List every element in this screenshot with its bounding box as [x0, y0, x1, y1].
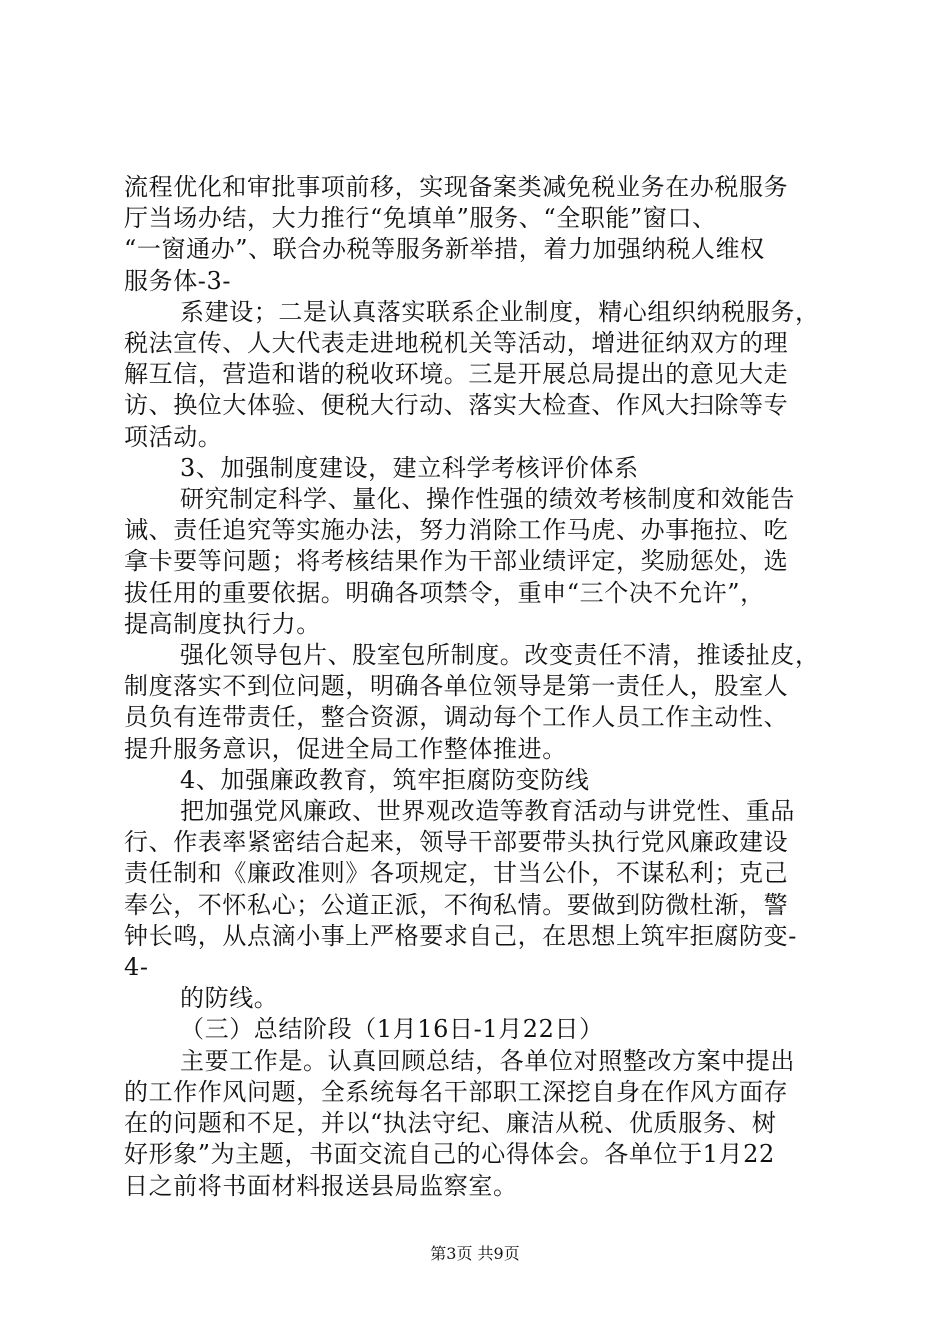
- text-line: 研究制定科学、量化、操作性强的绩效考核制度和效能告: [180, 485, 795, 514]
- text-line: 流程优化和审批事项前移，实现备案类减免税业务在办税服务: [124, 173, 789, 201]
- text-line: 项活动。: [124, 422, 223, 451]
- text-line: 日之前将书面材料报送县局监察室。: [124, 1171, 518, 1200]
- text-line: 访、换位大体验、便税大行动、落实大检查、作风大扫除等专: [124, 391, 789, 420]
- text-line: 3、加强制度建设，建立科学考核评价体系: [180, 453, 639, 482]
- text-line: 拿卡要等问题；将考核结果作为干部业绩评定，奖励惩处，选: [124, 547, 789, 576]
- document-body: [124, 172, 844, 1202]
- text-line: 行、作表率紧密结合起来，领导干部要带头执行党风廉政建设: [124, 828, 789, 857]
- text-line: 钟长鸣，从点滴小事上严格要求自己，在思想上筑牢拒腐防变-: [124, 921, 797, 950]
- text-line: 的工作作风问题，全系统每名干部职工深挖自身在作风方面存: [124, 1077, 789, 1106]
- text-line: 主要工作是。认真回顾总结，各单位对照整改方案中提出: [180, 1046, 795, 1075]
- text-line: 解互信，营造和谐的税收环境。三是开展总局提出的意见大走: [124, 360, 789, 389]
- text-line: 服务体-3-: [124, 266, 232, 295]
- text-line: （三）总结阶段（1月16日-1月22日）: [180, 1015, 604, 1044]
- page-footer: 第3页 共9页: [430, 1244, 520, 1263]
- text-line: 4-: [124, 953, 149, 982]
- text-line: “一窗通办”、联合办税等服务新举措，着力加强纳税人维权: [124, 235, 765, 264]
- text-line: 厅当场办结，大力推行“免填单”服务、“全职能”窗口、: [124, 204, 717, 233]
- text-line: 税法宣传、人大代表走进地税机关等活动，增进征纳双方的理: [124, 329, 789, 358]
- text-line: 在的问题和不足，并以“执法守纪、廉洁从税、优质服务、树: [124, 1109, 777, 1138]
- text-line: 4、加强廉政教育，筑牢拒腐防变防线: [180, 765, 590, 794]
- text-line: 诫、责任追究等实施办法，努力消除工作马虎、办事拖拉、吃: [124, 516, 789, 545]
- text-line: 制度落实不到位问题，明确各单位领导是第一责任人，股室人: [124, 672, 789, 701]
- text-line: 系建设；二是认真落实联系企业制度，精心组织纳税服务，: [180, 297, 820, 326]
- text-line: 把加强党风廉政、世界观改造等教育活动与讲党性、重品: [180, 797, 795, 826]
- text-line: 提升服务意识，促进全局工作整体推进。: [124, 734, 567, 763]
- text-line: 提高制度执行力。: [124, 609, 321, 638]
- text-line: 强化领导包片、股室包所制度。改变责任不清，推诿扯皮，: [180, 641, 820, 670]
- text-line: 奉公，不怀私心；公道正派，不徇私情。要做到防微杜渐，警: [124, 890, 789, 919]
- text-line: 责任制和《廉政准则》各项规定，甘当公仆，不谋私利；克己: [124, 859, 789, 888]
- text-line: 好形象”为主题，书面交流自己的心得体会。各单位于1月22: [124, 1140, 775, 1169]
- text-line: 拔任用的重要依据。明确各项禁令，重申“三个决不允许”，: [124, 578, 765, 607]
- text-line: 员负有连带责任，整合资源，调动每个工作人员工作主动性、: [124, 703, 789, 732]
- text-line: 的防线。: [180, 984, 279, 1013]
